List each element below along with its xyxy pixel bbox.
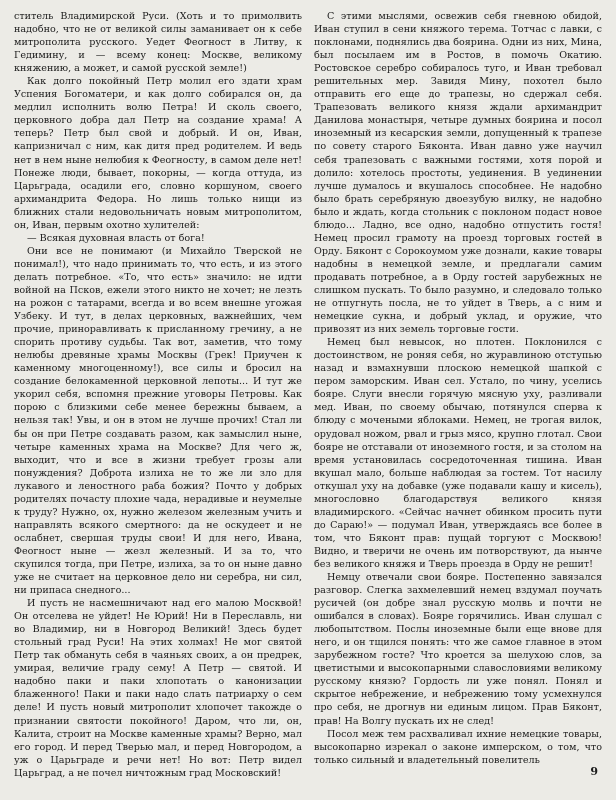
paragraph: И пусть не насмешничают над его малою Москвой! Он отселева не уйдет! Не Юрий! Ни в Переславль, ни во Владимир, ни в Новгород Великий! Здесь будет стольный град Руси! На этих холмах! Не мог святой Петр так обмануть себя в чаяньях своих, а он предрек, умирая, величие граду сему! А Петр — святой. И надобно паки и паки хлопотать о канонизации блаженного! Паки и паки надо слать патриарху о сем деле! И пусть новый митрополит хлопочет такожде о признании святости покойного! Даром, что ли, он, Калита, строит на Москве каменные храмы? Верно, мал его город. И перед Тверью мал, и перед Новгородом, а уж о Царьграде и речи нет! Но вот: Петр видел Царьград, а не почел ничтожным град Московский! [14,598,302,779]
paragraph: Как долго покойный Петр молил его здати храм Успения Богоматери, и как долго собирался он, да медлил исполнить волю Петра! И сколь своего, церковного добра дал Петр на создание храма! А теперь? Петр был свой и добрый. И он, Иван, капризничал с ним, как дитя пред родителем. И ведь нет в нем ныне нелюбия к Феогносту, в самом деле нет! Понеже люди, бывает, покорны, — когда оттуда, из Царьграда, осадили его, словно коршуном, своего архимандрита Федора. Но лишь только нищи из ближних стали недовольничать новым митрополитом, он, Иван, первым охотно хулителей: [14,76,302,231]
paragraph: — Всякая духовная власть от бога! [27,232,205,244]
page-number: 9 [590,765,598,778]
paragraph: Они все не понимают (и Михайло Тверской не понимал!), что надо принимать то, что есть, и из этого делать потребное. «То, что есть» значило: не идти войной на Псков, ежели этого никто не хочет; не лезть на рожон с татарами, всегда и во всем внешне угожая Узбеку. И тут, в делах церковных, важнейших, чем прочие, приноравливать к присланному гречину, а не спорить противу судьбы. Так вот, заметив, что тому нелюбы древяные храмы Москвы (Грек! Приучен к каменному многоценному!), все силы и бросил на создание белокаменной церковной лепоты... И тут же укорил себя, вспомня прежние уговоры Петровы. Как порою с близкими себе менее бережны бываем, а нельзя так! Увы, и он в этом не лучше прочих! Стал ли бы он при Петре создавать разом, как замыслил ныне, четыре каменных храма на Москве? Для чего ж, выходит, что и все в жизни требует грозы али понуждения? Доброта излиха не то же ли зло для лукавого и леностного раба божия? Почто у добрых родителях почасту плохие чада, нерадивые и неумелые к труду? Нужно, ох, нужно железом железным учить и направлять всякого смертного: да не оскудеет и не ослабнет, свершая труды свои! И для него, Ивана, Феогност ныне — жезл железный. И за то, что скупился тогда, при Петре, излиха, за то он ныне давно уже не считает на церковное дело ни серебра, ни сил, ни припаса снедного... [14,245,302,597]
paragraph: С этими мыслями, освежив себя гневною обидой, Иван ступил в сени княжого терема. Тотчас с лавки, с поклонами, поднялись два боярина. Одни из них, Мина, был посылаем им в Ростов, в помочь Окатию. Ростовское серебро собиралось туго, и Иван требовал решительных мер. Завидя Мину, похотел было отправить его еще до трапезы, но сдержал себя. Трапезовать великого князя ждали архимандрит Данилова монастыря, четыре думных боярина и посол иноземный из кесарския земли, допущенный к трапезе по совету старого Бяконта. Иван давно уже научил себя трапезовать с важными гостями, хотя порой и долило: хотелось простоты, уединения. В уединении лучше думалось и вкушалось способнее. Не надобно было брать серебряную двоезубую вилку, не надобно было и ждать, когда стольник с поклоном подаст новое блюдо... Ладно, все одно, надобно отпустить гостя! Немец просил грамоту на проезд торговых гостей в Орду. Бяконт с Сорокоумом уже дознали, какие товары надобны в немецкой земле, и предлагали самим продавать потребное, а в Орду гостей зарубежных не слишком пускать. То было разумно, и следовало только не отпугнуть посла, не то уйдет в Тверь, а с ним и немецкие сукна, и добрый уклад, и оружие, что привозят из них земель торговые гости. [314,11,602,336]
paragraph: Посол меж тем расхваливал ихние немецкие товары, высокопарно изрекал о законе имперском, о том, что только сильный и владетельный повелитель [314,728,602,766]
left-column [14,10,302,800]
paragraph: Немцу отвечали свои бояре. Постепенно завязался разговор. Слегка захмелевший немец вздумал поучать русичей (он добре знал русскую молвь и почти не ошибался в словах). Бояре горячились. Иван слушал с любопытством. Послы иноземные были еще внове для него, и он тщился понять: что же самое главное в этом зарубежном госте? Что кроется за шелухою слов, за цветистыми и высокопарными славословиями великому русскому князю? Гордость ли уже понял. Понял и скрытое небрежение, и небрежению тому усмехнулся про себя, не дрогнув ни единым лицом. Прав Бяконт, прав! На Волгу пускать их не след! [314,572,602,727]
paragraph: ститель Владимирской Руси. (Хоть и то примолвить надобно, что не от великой силы заманивает он к себе митрополита русского. Уедет Феогност в Литву, к Гедимину, и — всему конец: Москве, великому княжению, а может, и самой русской земле!) [14,11,302,75]
right-column [314,10,602,800]
paragraph: Немец был невысок, но плотен. Поклонился с достоинством, не роняя себя, но журавлиною отступью назад и взмахнувши плоскою немецкой шапкой с пером заморским. Иван сел. Устало, по чину, уселись бояре. Слуги внесли горячую мясную уху, разливали мед. Иван, по своему обычаю, потянулся сперва к блюду с мочеными яблоками. Немец, не трогая вилок, орудовал ножом, рвал и грыз мясо, крупно глотал. Свои бояре не отставали от иноземного гостя, и за столом на время установилась сосредоточенная тишина. Иван вкушал мало, больше наблюдая за гостем. Тот насилу откушал уху на добавке (уже подавали кашу и кисель), многословно благодарствуя великого князя владимирского. «Сейчас начнет обинком просить пути до Сараю!» — подумал Иван, утверждаясь все более в том, что Бяконт прав: пущай торгуют с Москвою! Видно, и тверичи не очень им потворствуют, да нынче без великого княжя и Тверь проезда в Орду не решит! [314,337,602,570]
